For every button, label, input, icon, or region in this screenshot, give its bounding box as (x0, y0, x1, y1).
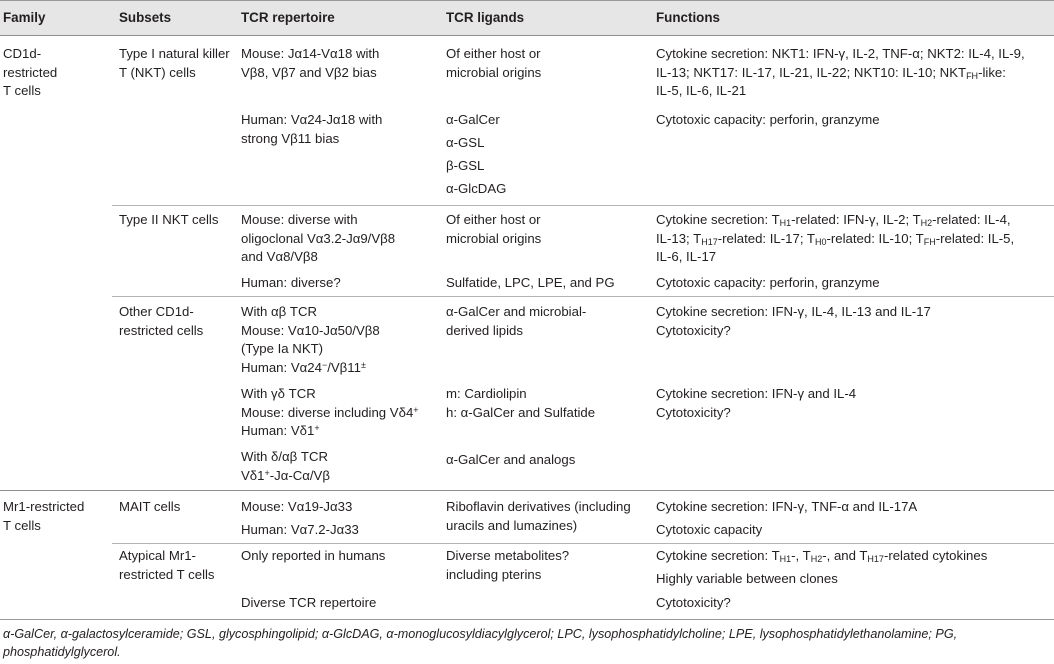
type2-functions-cytotoxic: Cytotoxic capacity: perforin, granzyme (656, 275, 880, 290)
other-functions-ab (656, 303, 931, 340)
function-text: Cytokine secretion: T (656, 212, 780, 227)
function-line: Cytokine secretion: IFN-γ and IL-4 (656, 386, 857, 401)
function-text: -related: IFN-γ, IL-2; T (791, 212, 921, 227)
function-text: -related: IL-5, (935, 230, 1015, 246)
subset-atypical-mr1 (119, 547, 215, 584)
atypical-ligand (446, 547, 569, 584)
ligand-item: α-GlcDAG (446, 181, 507, 196)
ligand-line: Of either host or (446, 212, 541, 227)
type1-functions-cytokine (656, 45, 1025, 101)
ligand-line: α-GalCer and microbial- (446, 304, 587, 319)
function-subscript: FH (923, 236, 936, 247)
tcr-superscript: − (321, 359, 328, 370)
family-mr1 (3, 498, 84, 535)
footnote-line: phosphatidylglycerol. (3, 645, 121, 659)
atypical-functions-cytokine (656, 547, 987, 566)
function-text: IL-13; T (656, 230, 702, 246)
footnote-line: α-GalCer, α-galactosylceramide; GSL, glycosphingolipid; α-GlcDAG, α-monoglucosyldiacylglycerol; LPC, lysophosphatidylcholine; LPE, lysophosphatidylethanolamine; PG, (3, 627, 958, 641)
tcr-superscript: ± (360, 359, 366, 370)
subset-mait: MAIT cells (119, 499, 181, 514)
tcr-text: Human: Vδ1 (241, 423, 315, 438)
family-cd1d (3, 45, 57, 101)
tcr-line: (Type Ia NKT) (241, 341, 324, 356)
function-text: Cytokine secretion: T (656, 548, 780, 563)
tcr-text: Human: Vα24 (241, 359, 322, 375)
tcr-text: /Vβ11 (327, 359, 361, 375)
row-separator (112, 205, 1054, 206)
function-subscript: H17 (867, 554, 884, 564)
other-ligand-ab (446, 303, 586, 340)
function-subscript: H1 (779, 554, 792, 564)
ligand-item: α-GSL (446, 135, 485, 150)
tcr-text: -Jα-Cα/Vβ (269, 467, 330, 483)
type2-functions-cytokine (656, 211, 1014, 267)
row-separator (112, 543, 1054, 544)
function-line: Cytotoxicity? (656, 322, 731, 338)
type2-ligand-list: Sulfatide, LPC, LPE, and PG (446, 275, 615, 290)
tcr-superscript: + (314, 423, 320, 433)
subset-type1-nkt (119, 45, 230, 82)
type1-tcr-mouse (241, 45, 379, 82)
subset-other-cd1d (119, 303, 203, 340)
type2-tcr-mouse (241, 211, 395, 267)
function-line: Cytokine secretion: IFN-γ, IL-4, IL-13 and IL-17 (656, 304, 931, 319)
ligand-item: β-GSL (446, 158, 485, 173)
function-subscript: H2 (810, 554, 823, 564)
other-functions-gd (656, 385, 856, 422)
ligand-line: Riboflavin derivatives (including (446, 499, 631, 514)
other-tcr-dab (241, 448, 330, 485)
family-cd1d-line: CD1d- (3, 46, 42, 61)
mait-tcr-mouse: Mouse: Vα19-Jα33 (241, 499, 353, 514)
function-line (656, 64, 1025, 83)
tcr-line: With αβ TCR (241, 304, 318, 319)
tcr-line (241, 422, 419, 441)
ligand-line: derived lipids (446, 322, 523, 338)
tcr-line: oligoclonal Vα3.2-Jα9/Vβ8 (241, 230, 396, 246)
subset-line: restricted cells (119, 322, 204, 338)
ligand-line: m: Cardiolipin (446, 386, 527, 401)
function-line: IL-6, IL-17 (656, 249, 717, 264)
tcr-line: With γδ TCR (241, 386, 316, 401)
header-subsets: Subsets (119, 10, 172, 25)
function-text: -related: IL-10; T (826, 230, 924, 246)
mait-functions-cytokine: Cytokine secretion: IFN-γ, TNF-α and IL-17A (656, 499, 918, 514)
header-tcr-ligands: TCR ligands (446, 10, 525, 25)
ligand-line: microbial origins (446, 64, 542, 80)
type1-tcr-human (241, 111, 382, 148)
ligand-line: microbial origins (446, 230, 542, 246)
family-mr1-line: Mr1-restricted (3, 499, 85, 514)
subset-type2-nkt: Type II NKT cells (119, 212, 219, 227)
function-text: IL-13; NKT17: IL-17, IL-21, IL-22; NKT10: IL-10; NKT (656, 64, 967, 80)
header-family: Family (3, 10, 46, 25)
function-subscript: H1 (779, 218, 792, 228)
ligand-line: uracils and lumazines) (446, 517, 578, 533)
function-line: Cytotoxicity? (656, 404, 731, 420)
tcr-line: Human: Vα24-Jα18 with (241, 112, 383, 127)
function-text: -related: IL-4, (932, 212, 1011, 227)
table-bottom-rule (0, 619, 1054, 620)
header-tcr-repertoire: TCR repertoire (241, 10, 335, 25)
tcr-line (241, 359, 380, 378)
type1-ligand-origin (446, 45, 541, 82)
type2-tcr-human: Human: diverse? (241, 275, 341, 290)
tcr-line (241, 467, 330, 486)
mait-ligand (446, 498, 631, 535)
atypical-tcr-1: Only reported in humans (241, 548, 386, 563)
subset-line: Type I natural killer (119, 46, 230, 61)
tcr-line: strong Vβ11 bias (241, 130, 340, 146)
function-text: -, T (791, 548, 811, 563)
function-text: -related cytokines (883, 548, 988, 563)
tcr-superscript: + (413, 404, 419, 415)
function-subscript: H17 (701, 236, 718, 247)
function-text: -, and T (822, 548, 868, 563)
tcr-line: Mouse: Vα10-Jα50/Vβ8 (241, 322, 380, 338)
ligand-line: including pterins (446, 566, 542, 582)
type2-ligand-origin (446, 211, 541, 248)
other-ligand-dab: α-GalCer and analogs (446, 452, 576, 467)
ligand-line: Of either host or (446, 46, 541, 61)
ligand-line: h: α-GalCer and Sulfatide (446, 404, 596, 420)
tcr-text: Vδ1 (241, 467, 265, 483)
tcr-line: and Vα8/Vβ8 (241, 249, 318, 264)
tcr-line (241, 404, 419, 423)
subset-line: Atypical Mr1- (119, 548, 196, 563)
family-cd1d-line: T cells (3, 83, 41, 98)
header-functions: Functions (656, 10, 720, 25)
subset-line: Other CD1d- (119, 304, 194, 319)
function-subscript: H2 (920, 218, 933, 228)
subset-line: T (NKT) cells (119, 64, 196, 80)
table-footnote (3, 625, 957, 661)
other-tcr-ab (241, 303, 380, 377)
ligand-item: α-GalCer (446, 112, 500, 127)
atypical-tcr-2: Diverse TCR repertoire (241, 595, 377, 610)
function-line (656, 230, 1014, 249)
family-separator (0, 490, 1054, 491)
tcr-line: Mouse: Jα14-Vα18 with (241, 46, 380, 61)
function-subscript: H0 (814, 236, 827, 247)
mait-functions-cytotoxic: Cytotoxic capacity (656, 522, 763, 537)
other-ligand-gd (446, 385, 595, 422)
function-line: IL-5, IL-6, IL-21 (656, 83, 747, 98)
subset-line: restricted T cells (119, 566, 215, 582)
type1-functions-cytotoxic: Cytotoxic capacity: perforin, granzyme (656, 112, 880, 127)
tcr-text: Mouse: diverse including Vδ4 (241, 404, 414, 420)
function-line (656, 211, 1014, 230)
mait-tcr-human: Human: Vα7.2-Jα33 (241, 522, 359, 537)
family-cd1d-line: restricted (3, 64, 58, 80)
header-bottom-rule (0, 35, 1054, 36)
function-line: Cytokine secretion: NKT1: IFN-γ, IL-2, TNF-α; NKT2: IL-4, IL-9, (656, 46, 1025, 61)
tcr-line: Mouse: diverse with (241, 212, 358, 227)
function-text: -like: (978, 64, 1006, 80)
tcr-line: With δ/αβ TCR (241, 449, 329, 464)
atypical-functions-cytotoxicity: Cytotoxicity? (656, 595, 731, 610)
family-mr1-line: T cells (3, 517, 41, 533)
ligand-line: Diverse metabolites? (446, 548, 570, 563)
other-tcr-gd (241, 385, 419, 441)
function-text: -related: IL-17; T (717, 230, 815, 246)
atypical-functions-variable: Highly variable between clones (656, 571, 838, 586)
row-separator (112, 296, 1054, 297)
tcr-line: Vβ8, Vβ7 and Vβ2 bias (241, 64, 377, 80)
tcr-superscript: + (264, 467, 270, 478)
function-subscript: FH (966, 70, 979, 81)
type1-ligand-list (446, 111, 506, 203)
